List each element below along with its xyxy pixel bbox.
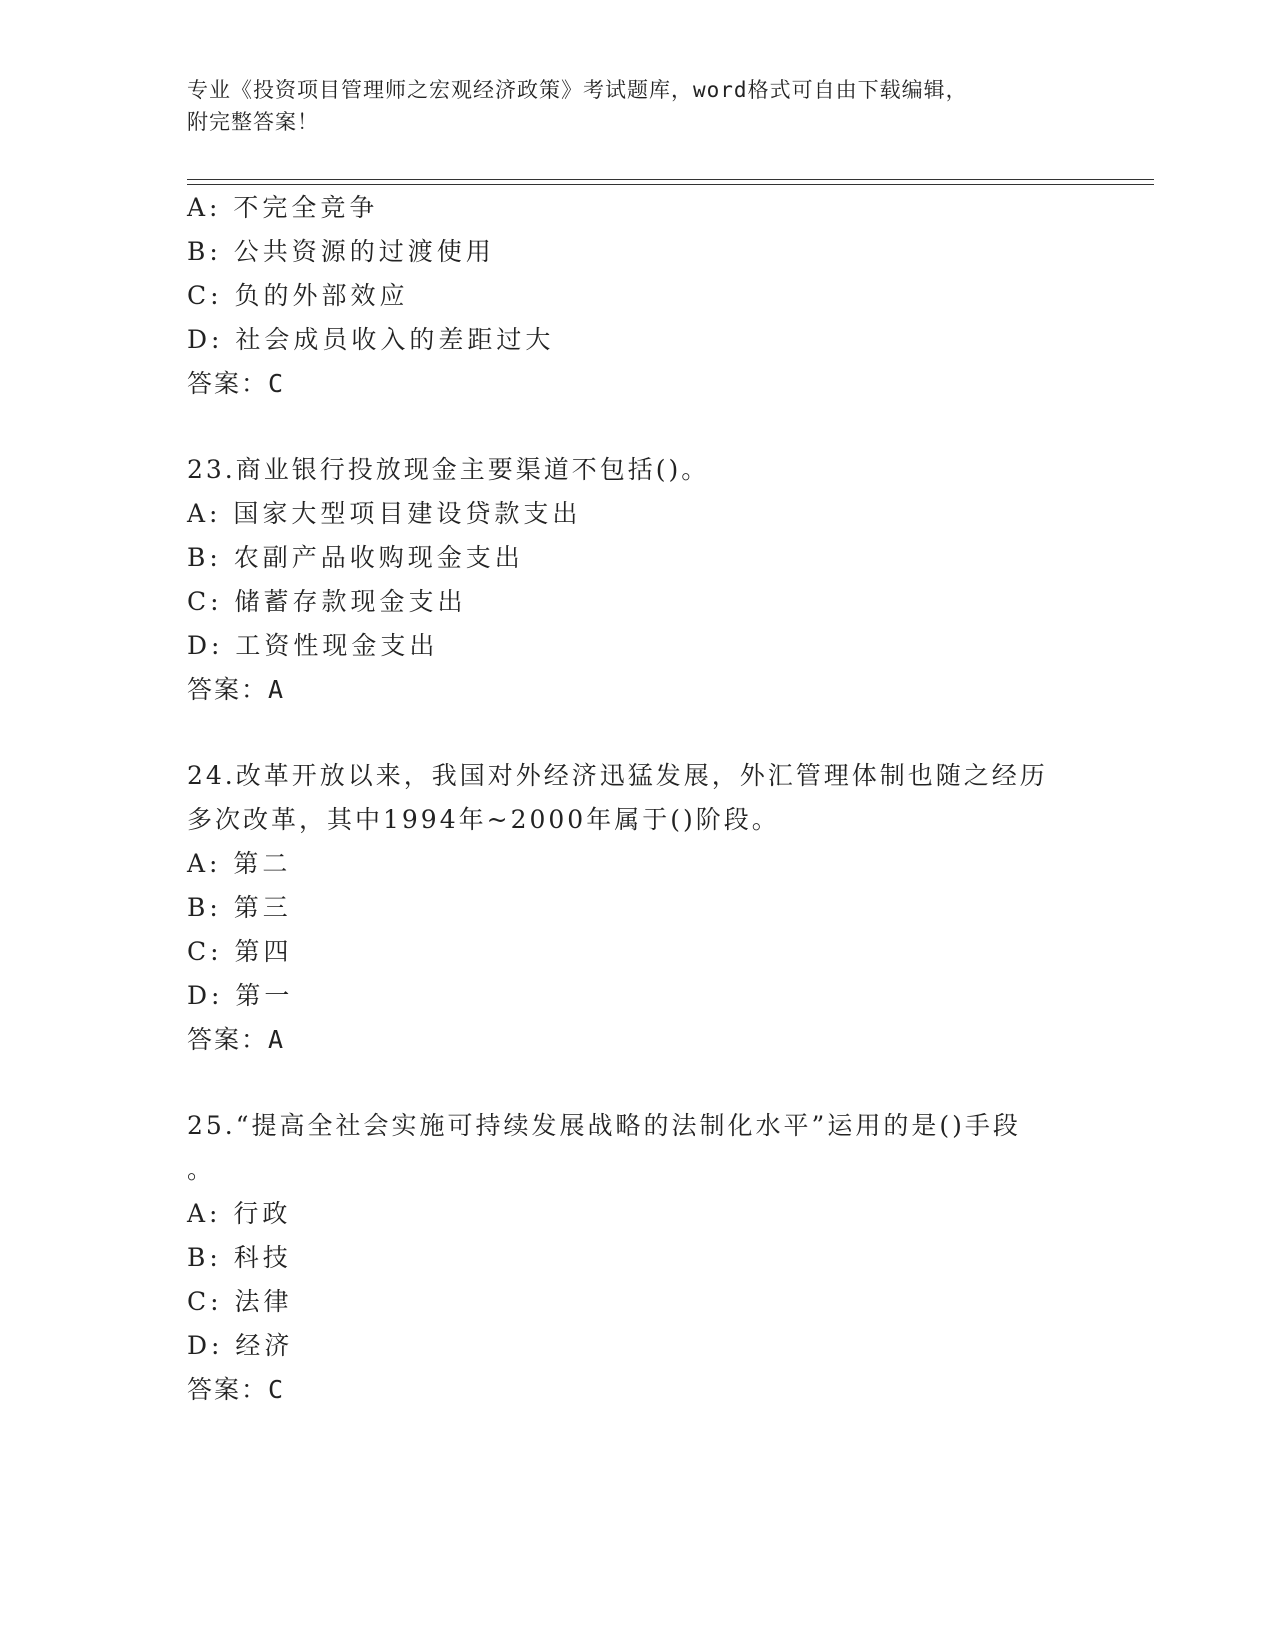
- q24-answer: [187, 1020, 283, 1056]
- header-divider-bottom: [187, 184, 1154, 185]
- q22-option-b: B: 公共资源的过渡使用: [187, 237, 495, 266]
- answer-value: C: [268, 369, 284, 398]
- answer-label: 答案：: [187, 1025, 269, 1054]
- q23-stem: 23.商业银行投放现金主要渠道不包括()。: [187, 455, 710, 484]
- q25-answer: [187, 1370, 283, 1406]
- answer-value: A: [268, 675, 284, 704]
- answer-label: 答案：: [187, 1375, 269, 1404]
- q24-stem-line-2: 多次改革，其中1994年~2000年属于()阶段。: [187, 805, 780, 834]
- q23-option-c: C: 储蓄存款现金支出: [187, 587, 467, 616]
- q22-option-c: C: 负的外部效应: [187, 281, 409, 310]
- q22-answer: [187, 364, 283, 400]
- q23-option-a: A: 国家大型项目建设贷款支出: [187, 499, 582, 528]
- answer-value: C: [268, 1375, 284, 1404]
- q23-option-b: B: 农副产品收购现金支出: [187, 543, 524, 572]
- q25-option-d: D: 经济: [187, 1331, 294, 1360]
- answer-label: 答案：: [187, 675, 269, 704]
- header-divider-top: [187, 179, 1154, 180]
- q22-option-d: D: 社会成员收入的差距过大: [187, 325, 555, 354]
- q25-stem-line-2: 。: [187, 1155, 216, 1184]
- document-header: [187, 74, 1087, 138]
- q25-option-b: B: 科技: [187, 1243, 292, 1272]
- q24-stem-line-1: 24.改革开放以来，我国对外经济迅猛发展，外汇管理体制也随之经历: [187, 761, 1048, 790]
- q25-stem-line-1: 25.“提高全社会实施可持续发展战略的法制化水平”运用的是()手段: [187, 1111, 1021, 1140]
- q24-option-c: C: 第四: [187, 937, 293, 966]
- answer-value: A: [268, 1025, 284, 1054]
- answer-label: 答案：: [187, 369, 269, 398]
- q23-answer: [187, 670, 283, 706]
- q24-option-d: D: 第一: [187, 981, 294, 1010]
- q22-option-a: A: 不完全竞争: [187, 193, 379, 222]
- header-line-2: 附完整答案！: [187, 110, 319, 134]
- q24-option-a: A: 第二: [187, 849, 292, 878]
- header-line-1: 专业《投资项目管理师之宏观经济政策》考试题库，word格式可自由下载编辑，: [187, 78, 968, 102]
- q23-option-d: D: 工资性现金支出: [187, 631, 439, 660]
- q25-option-a: A: 行政: [187, 1199, 292, 1228]
- q25-option-c: C: 法律: [187, 1287, 293, 1316]
- q24-option-b: B: 第三: [187, 893, 292, 922]
